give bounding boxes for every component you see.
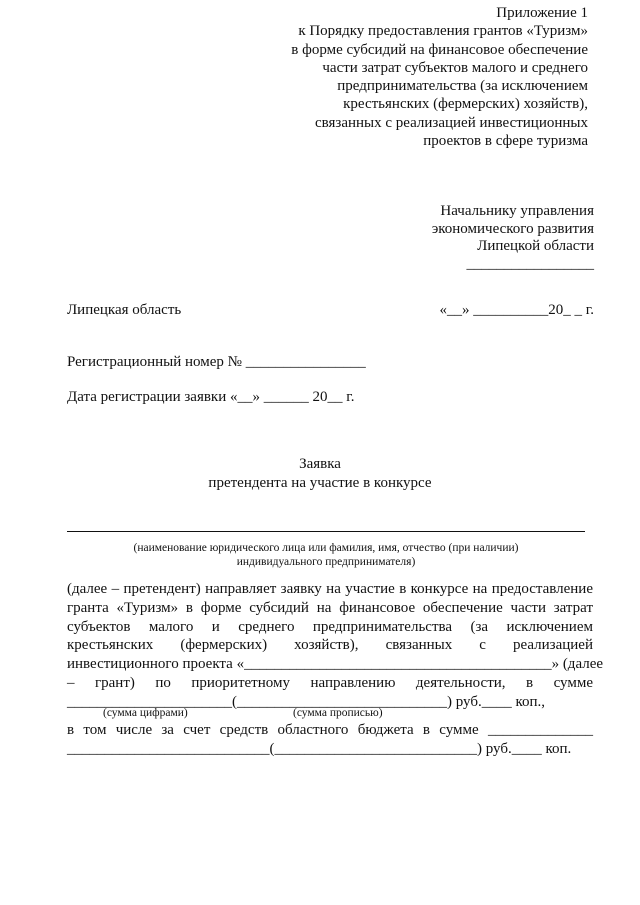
region-date-row <box>67 302 594 322</box>
addressee-signature-line: _________________ <box>466 255 594 272</box>
caption-line: индивидуального предпринимателя) <box>236 556 416 568</box>
appendix-header <box>291 4 588 150</box>
appendix-line: Приложение 1 <box>496 5 588 21</box>
region-label: Липецкая область <box>67 302 182 318</box>
sum-digits-caption: (сумма цифрами) <box>103 707 188 719</box>
title-subtitle: претендента на участие в конкурсе <box>208 474 432 491</box>
appendix-line: к Порядку предоставления грантов «Туризм» <box>298 23 588 40</box>
body-line: крестьянских (фермерских) хозяйств), связанных с реализацией <box>67 637 593 654</box>
addressee-line: Начальнику управления <box>440 203 594 219</box>
body-line: инвестиционного проекта «_________________________________________» (далее <box>67 656 604 673</box>
title-main: Заявка <box>299 456 341 472</box>
appendix-line: связанных с реализацией инвестиционных <box>314 114 588 131</box>
sum-words-caption: (сумма прописью) <box>293 707 383 719</box>
appendix-line: крестьянских (фермерских) хозяйств), <box>343 96 588 113</box>
appendix-line: предпринимательства (за исключением <box>337 78 588 95</box>
appendix-line: проектов в сфере туризма <box>423 133 588 150</box>
application-body <box>67 580 604 712</box>
body-line: – грант) по приоритетному направлению деятельности, в сумме <box>67 674 593 691</box>
caption-line: (наименование юридического лица или фамилия, имя, отчество (при наличии) <box>133 542 519 554</box>
addressee-line: экономического развития <box>431 220 594 237</box>
body-line: субъектов малого и среднего предпринимательства (за исключением <box>67 618 593 635</box>
regional-budget-block <box>67 721 593 759</box>
registration-number: Регистрационный номер № ________________ <box>67 354 366 370</box>
applicant-name-caption <box>67 541 585 569</box>
document-date: «__» __________20_ _ г. <box>439 302 594 318</box>
appendix-line: части затрат субъектов малого и среднего <box>322 59 588 76</box>
applicant-name-line <box>67 531 585 532</box>
addressee-block <box>432 203 594 273</box>
body-line: гранта «Туризм» в форме субсидий на финансовое обеспечение части затрат <box>67 599 593 616</box>
registration-date: Дата регистрации заявки «__» ______ 20__ г. <box>67 389 355 405</box>
addressee-line: Липецкой области <box>477 238 594 254</box>
application-title <box>0 455 640 492</box>
appendix-line: в форме субсидий на финансовое обеспечение <box>291 41 588 58</box>
regional-sum-line: ___________________________(___________________________) руб.____ коп. <box>67 740 572 757</box>
regional-budget-line: в том числе за счет средств областного бюджета в сумме ______________ <box>67 722 593 738</box>
grant-sum-line: ______________________(____________________________) руб.____ коп., <box>67 693 546 710</box>
body-line: (далее – претендент) направляет заявку на участие в конкурсе на предоставление <box>67 581 593 597</box>
